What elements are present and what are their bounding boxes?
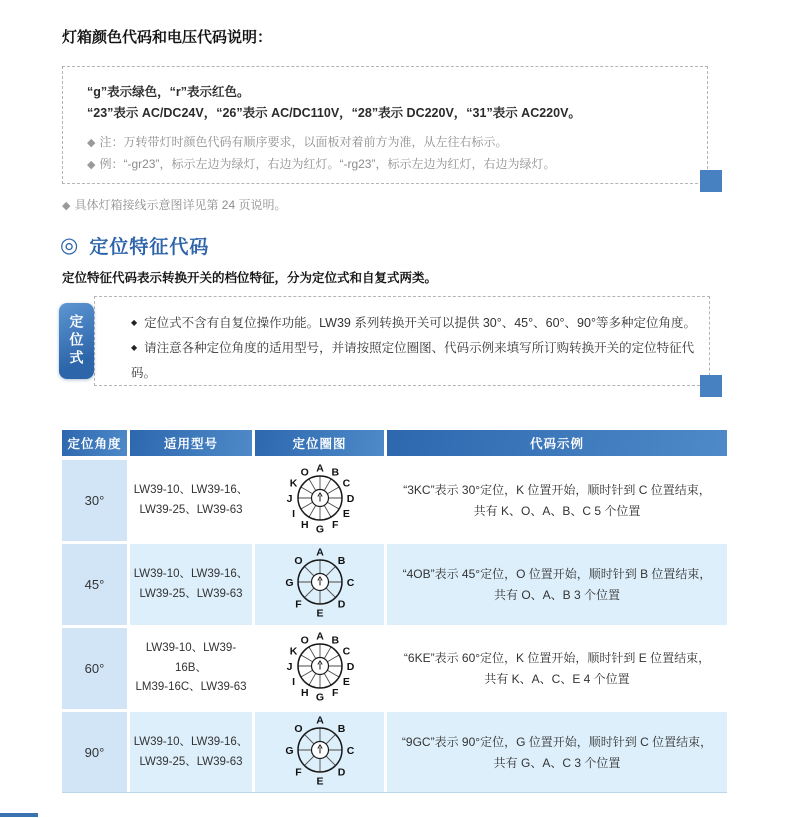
table-bottom-border [62, 792, 727, 793]
svg-text:O: O [300, 466, 309, 479]
blue-corner-accent [700, 170, 722, 192]
svg-text:C: C [346, 576, 354, 589]
header-models: 适用型号 [130, 430, 252, 456]
angle-cell: 60° [62, 628, 127, 709]
svg-text:E: E [342, 676, 350, 689]
positioning-angle-table [62, 430, 727, 796]
svg-text:E: E [342, 508, 350, 521]
svg-text:I: I [291, 508, 295, 521]
blue-corner-accent [700, 375, 722, 397]
svg-text:D: D [346, 492, 354, 505]
table-row [62, 628, 727, 706]
svg-text:A: A [315, 462, 324, 475]
svg-text:B: B [330, 466, 339, 479]
svg-text:K: K [289, 645, 297, 658]
models-line: LW39-10、LW39-16、 [133, 735, 249, 748]
svg-text:C: C [346, 744, 354, 757]
table-row [62, 544, 727, 622]
svg-text:A: A [315, 546, 324, 559]
svg-text:A: A [315, 630, 324, 643]
bullet-line [131, 311, 699, 336]
bullet-line [131, 336, 699, 386]
svg-text:G: G [315, 523, 324, 536]
svg-text:C: C [342, 645, 350, 658]
example-line: 共有 K、O、A、B、C 5 个位置 [473, 503, 641, 518]
svg-text:G: G [284, 576, 294, 589]
svg-text:G: G [284, 744, 294, 757]
table-row [62, 460, 727, 538]
positioning-dial-diagram [270, 712, 370, 793]
models-cell [130, 544, 252, 625]
models-line: LW39-25、LW39-63 [139, 503, 243, 516]
bullet-text: 请注意各种定位角度的适用型号，并请按照定位圈图、代码示例来填写所订购转换开关的定位特征代码。 [131, 341, 695, 380]
models-line: LM39-16C、LW39-63 [135, 681, 247, 694]
example-line: “6KE”表示 60°定位，K 位置开始，顺时针到 E 位置结束， [403, 650, 711, 665]
example-cell [387, 712, 727, 793]
svg-text:J: J [286, 660, 292, 673]
models-cell [130, 712, 252, 793]
header-code-example: 代码示例 [387, 430, 727, 456]
note-text: 例：“-gr23”，标示左边为绿灯，右边为红灯。“-rg23”，标示左边为红灯，右边为绿灯。 [99, 156, 556, 171]
svg-text:D: D [337, 766, 345, 779]
svg-text:B: B [337, 555, 345, 568]
page-footer-accent-bar [0, 813, 38, 817]
svg-text:F: F [294, 598, 302, 611]
svg-text:O: O [293, 555, 303, 568]
models-line: LW39-10、LW39-16、 [133, 483, 249, 496]
dial-cell [255, 712, 384, 793]
models-line: LW39-25、LW39-63 [139, 587, 243, 600]
svg-text:D: D [337, 598, 345, 611]
svg-text:E: E [315, 607, 324, 620]
diamond-bullet-icon: ◆ [62, 200, 71, 212]
section-heading-text: 定位特征代码 [89, 237, 210, 258]
dial-cell [255, 628, 384, 709]
svg-text:B: B [337, 723, 345, 736]
svg-text:O: O [293, 723, 303, 736]
section-subtitle: 定位特征代码表示转换开关的档位特征，分为定位式和自复式两类。 [62, 271, 438, 285]
positioning-dial-diagram [270, 628, 370, 709]
table-header-row [62, 430, 727, 456]
svg-text:J: J [286, 492, 292, 505]
svg-text:I: I [291, 676, 295, 689]
svg-text:H: H [300, 687, 309, 700]
svg-text:F: F [294, 766, 302, 779]
page-title: 灯箱颜色代码和电压代码说明： [62, 29, 273, 46]
example-line: “4OB”表示 45°定位，O 位置开始，顺时针到 B 位置结束， [402, 566, 712, 581]
svg-text:E: E [315, 775, 324, 788]
section-heading [60, 232, 209, 259]
header-angle: 定位角度 [62, 430, 127, 456]
dial-cell [255, 460, 384, 541]
color-code-line: “g”表示绿色，“r”表示红色。 [87, 85, 250, 99]
svg-text:D: D [346, 660, 354, 673]
svg-text:G: G [315, 691, 324, 704]
svg-text:O: O [300, 634, 309, 647]
footnote [62, 196, 287, 213]
header-dial-diagram: 定位圈图 [255, 430, 384, 456]
models-cell [130, 628, 252, 709]
table-row [62, 712, 727, 790]
note-line [87, 132, 683, 153]
voltage-code-line: “23”表示 AC/DC24V，“26”表示 AC/DC110V，“28”表示 DC220V，“31”表示 AC220V。 [87, 105, 581, 120]
models-line: LW39-10、LW39-16、 [133, 567, 249, 580]
positioning-type-label: 定位式 [59, 303, 94, 379]
bullet-icon: ◆ [131, 318, 138, 327]
bullet-icon: ◆ [131, 343, 138, 352]
angle-cell: 45° [62, 544, 127, 625]
color-voltage-code-box [62, 66, 708, 184]
models-cell [130, 460, 252, 541]
example-cell [387, 628, 727, 709]
models-line: LW39-10、LW39-16B、 [145, 642, 237, 674]
svg-text:B: B [330, 634, 339, 647]
angle-cell: 90° [62, 712, 127, 793]
svg-text:C: C [342, 477, 350, 490]
svg-text:F: F [331, 687, 338, 700]
example-line: 共有 O、A、B 3 个位置 [493, 587, 621, 602]
example-cell [387, 460, 727, 541]
diamond-bullet-icon: ◆ [87, 137, 96, 150]
bullet-text: 定位式不含有自复位操作功能。LW39 系列转换开关可以提供 30°、45°、60°、90°等多种定位角度。 [144, 316, 696, 330]
note-line [87, 154, 683, 175]
svg-text:K: K [289, 477, 297, 490]
svg-text:H: H [300, 519, 309, 532]
diamond-bullet-icon: ◆ [87, 158, 96, 171]
example-line: 共有 K、A、C、E 4 个位置 [484, 671, 630, 686]
footnote-text: 具体灯箱接线示意图详见第 24 页说明。 [74, 198, 287, 212]
dial-cell [255, 544, 384, 625]
example-cell [387, 544, 727, 625]
example-line: “9GC”表示 90°定位，G 位置开始，顺时针到 C 位置结束， [401, 734, 713, 749]
example-line: “3KC”表示 30°定位，K 位置开始，顺时针到 C 位置结束， [403, 482, 711, 497]
positioning-dial-diagram [270, 460, 370, 541]
ring-bullseye-icon: ◎ [60, 234, 80, 257]
svg-text:F: F [331, 519, 338, 532]
models-line: LW39-25、LW39-63 [139, 755, 243, 768]
positioning-dial-diagram [270, 544, 370, 625]
notes-block [87, 132, 683, 175]
example-line: 共有 G、A、C 3 个位置 [493, 755, 621, 770]
angle-cell: 30° [62, 460, 127, 541]
svg-text:A: A [315, 714, 324, 727]
note-text: 注：万转带灯时颜色代码有顺序要求，以面板对着前方为准，从左往右标示。 [99, 135, 508, 150]
positioning-type-box [94, 296, 710, 386]
